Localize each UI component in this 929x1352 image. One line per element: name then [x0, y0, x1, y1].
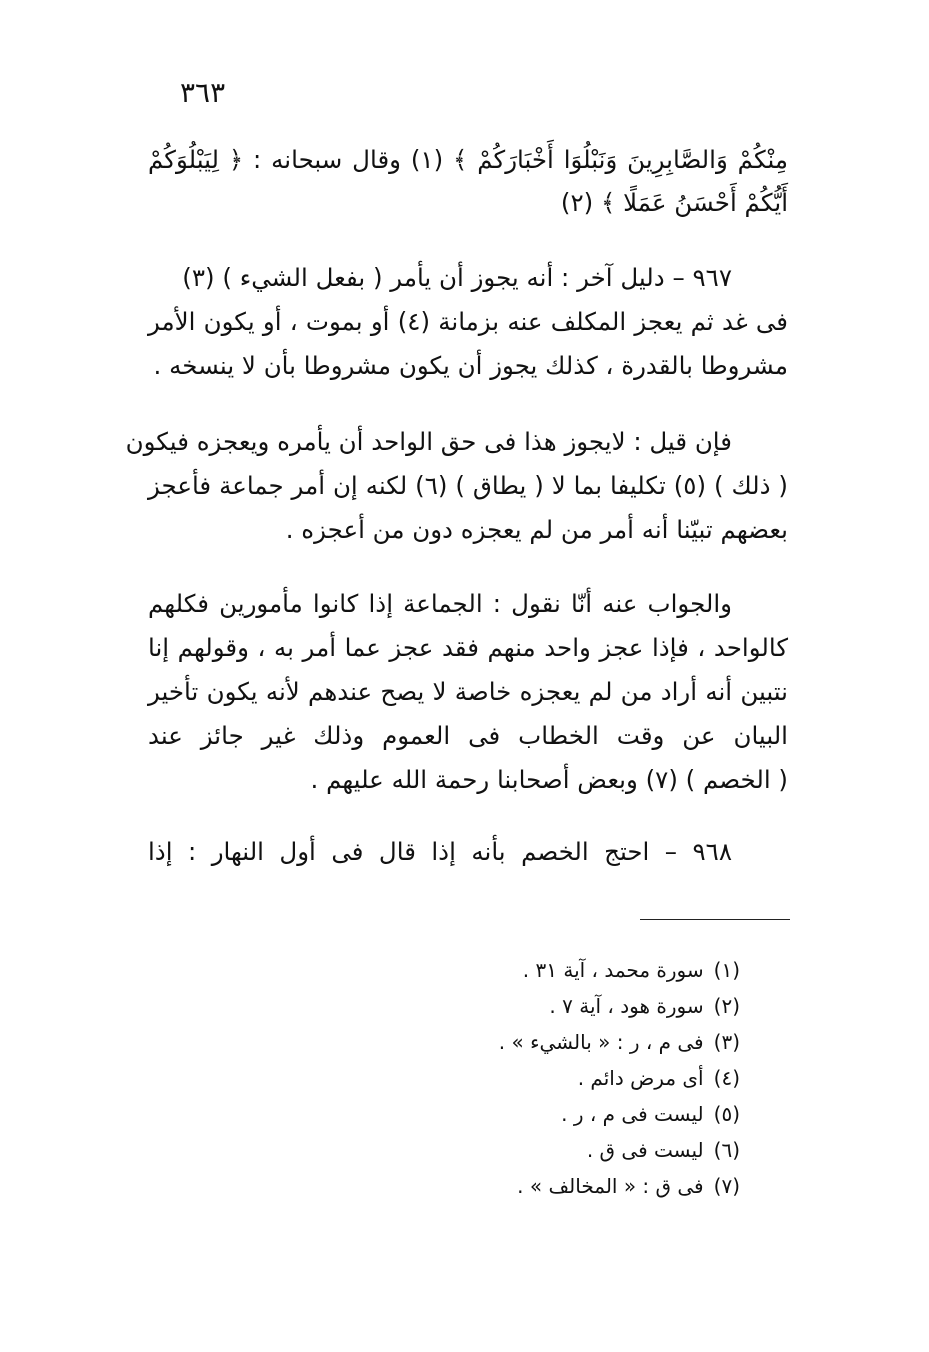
footnote-item	[440, 1132, 740, 1168]
footnote-text: سورة هود ، آية ٧ .	[549, 994, 704, 1018]
footnote-text: فى ق : « المخالف » .	[517, 1174, 704, 1198]
paragraph-objection	[125, 420, 788, 552]
footnote-item	[440, 1024, 740, 1060]
text-line: فإن قيل : لايجوز هذا فى حق الواحد أن يأمره ويعجزه فيكون	[125, 427, 732, 456]
quran-quote-block	[148, 138, 788, 224]
footnote-item	[440, 1168, 740, 1204]
page-number: ٣٦٣	[180, 76, 226, 109]
footnote-text: ليست فى ق .	[586, 1138, 704, 1162]
paragraph-967	[148, 256, 788, 388]
text-line: ( الخصم ) (٧) وبعض أصحابنا رحمة الله عليهم .	[310, 765, 788, 794]
footnote-item	[440, 1096, 740, 1132]
text-line: بعضهم تبيّنا أنه أمر من لم يعجزه دون من أعجزه .	[285, 515, 788, 544]
footnote-number: (٧)	[713, 1174, 740, 1198]
footnote-number: (٦)	[713, 1138, 740, 1162]
footnote-number: (٣)	[713, 1030, 740, 1054]
text-line: مِنْكُمْ وَالصَّابِرِينَ وَنَبْلُوَا أَخْبَارَكُمْ ﴾ (١) وقال سبحانه : ﴿ لِيَبْلُوَكُمْ	[148, 145, 788, 174]
text-line: والجواب عنه أنّا نقول : الجماعة إذا كانوا مأمورين فكلهم	[148, 589, 732, 618]
footnote-number: (٤)	[713, 1066, 740, 1090]
paragraph-answer	[148, 582, 788, 802]
paragraph-968	[148, 830, 788, 874]
text-line: مشروطا بالقدرة ، كذلك يجوز أن يكون مشروطا بأن لا ينسخه .	[153, 351, 788, 380]
footnote-text: فى م ، ر : « بالشيء » .	[498, 1030, 704, 1054]
text-line: ( ذلك ) (٥) تكليفا بما لا ( يطاق ) (٦) لكنه إن أمر جماعة فأعجز	[148, 471, 788, 500]
footnote-number: (١)	[713, 958, 740, 982]
text-line: أَيُّكُمْ أَحْسَنُ عَمَلًا ﴾ (٢)	[560, 188, 788, 217]
footnote-separator	[640, 919, 790, 920]
text-line: نتبين أنه أراد من لم يعجزه خاصة لا يصح عندهم لأنه يكون تأخير	[148, 677, 788, 706]
footnote-text: أى مرض دائم .	[577, 1066, 704, 1090]
text-line: ٩٦٧ – دليل آخر : أنه يجوز أن يأمر ( بفعل الشيء ) (٣)	[182, 263, 732, 292]
text-line: البيان عن وقت الخطاب فى العموم وذلك غير جائز عند	[148, 721, 788, 750]
footnote-item	[440, 952, 740, 988]
text-line: ٩٦٨ – احتج الخصم بأنه إذا قال فى أول النهار : إذا	[148, 837, 732, 866]
footnote-text: ليست فى م ، ر .	[561, 1102, 704, 1126]
footnote-item	[440, 988, 740, 1024]
footnote-item	[440, 1060, 740, 1096]
footnote-text: سورة محمد ، آية ٣١ .	[522, 958, 704, 982]
text-line: كالواحد ، فإذا عجز واحد منهم فقد عجز عما أمر به ، وقولهم إنا	[148, 633, 788, 662]
footnote-number: (٥)	[713, 1102, 740, 1126]
text-line: فى غد ثم يعجز المكلف عنه بزمانة (٤) أو بموت ، أو يكون الأمر	[148, 307, 789, 336]
footnote-number: (٢)	[713, 994, 740, 1018]
footnotes	[440, 952, 740, 1204]
